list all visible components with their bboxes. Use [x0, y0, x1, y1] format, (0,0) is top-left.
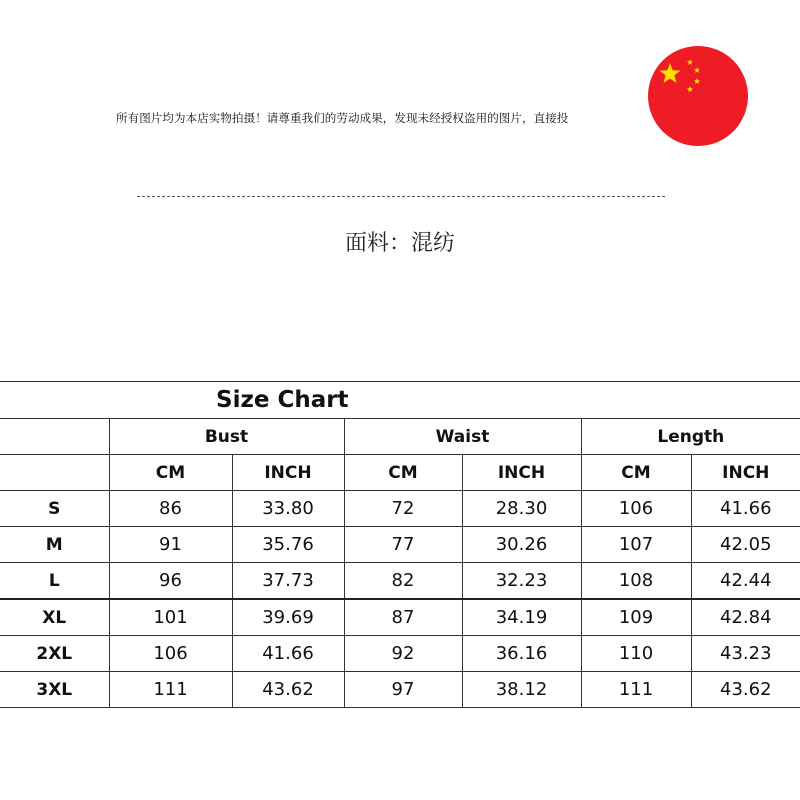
table-cell: 106 [109, 636, 232, 672]
table-cell: 109 [581, 599, 691, 636]
corner-cell [0, 455, 109, 491]
group-header-bust: Bust [109, 419, 344, 455]
table-row [0, 563, 800, 600]
group-header-length: Length [581, 419, 800, 455]
table-row [0, 527, 800, 563]
unit-header: INCH [462, 455, 581, 491]
table-row [0, 491, 800, 527]
table-cell: 43.62 [691, 672, 800, 708]
table-cell: 111 [581, 672, 691, 708]
table-cell: 108 [581, 563, 691, 600]
table-cell: 41.66 [232, 636, 344, 672]
size-chart-title: Size Chart [0, 382, 800, 419]
unit-header: CM [581, 455, 691, 491]
table-cell: 77 [344, 527, 462, 563]
unit-header: CM [344, 455, 462, 491]
unit-header: INCH [691, 455, 800, 491]
table-cell: 72 [344, 491, 462, 527]
table-row [0, 599, 800, 636]
size-label: L [0, 563, 109, 600]
copyright-notice: 所有图片均为本店实物拍摄！请尊重我们的劳动成果，发现未经授权盗用的图片，直接投 [116, 111, 569, 125]
table-cell: 38.12 [462, 672, 581, 708]
table-cell: 39.69 [232, 599, 344, 636]
table-cell: 111 [109, 672, 232, 708]
table-cell: 30.26 [462, 527, 581, 563]
dashed-divider [137, 196, 665, 197]
corner-cell [0, 419, 109, 455]
table-cell: 37.73 [232, 563, 344, 600]
table-cell: 106 [581, 491, 691, 527]
size-label: M [0, 527, 109, 563]
table-cell: 87 [344, 599, 462, 636]
size-label: 3XL [0, 672, 109, 708]
size-chart-table [0, 381, 800, 708]
unit-header: INCH [232, 455, 344, 491]
table-cell: 33.80 [232, 491, 344, 527]
table-cell: 43.23 [691, 636, 800, 672]
group-header-waist: Waist [344, 419, 581, 455]
china-flag-icon [648, 46, 748, 146]
table-cell: 43.62 [232, 672, 344, 708]
size-label: S [0, 491, 109, 527]
table-cell: 110 [581, 636, 691, 672]
table-cell: 96 [109, 563, 232, 600]
table-cell: 82 [344, 563, 462, 600]
table-cell: 42.05 [691, 527, 800, 563]
table-cell: 92 [344, 636, 462, 672]
table-cell: 34.19 [462, 599, 581, 636]
table-row [0, 672, 800, 708]
table-cell: 107 [581, 527, 691, 563]
table-cell: 35.76 [232, 527, 344, 563]
fabric-label: 面料：混纺 [344, 231, 455, 256]
table-cell: 32.23 [462, 563, 581, 600]
table-cell: 41.66 [691, 491, 800, 527]
table-cell: 86 [109, 491, 232, 527]
table-cell: 28.30 [462, 491, 581, 527]
size-label: 2XL [0, 636, 109, 672]
table-row [0, 636, 800, 672]
table-cell: 91 [109, 527, 232, 563]
size-label: XL [0, 599, 109, 636]
table-cell: 97 [344, 672, 462, 708]
unit-header: CM [109, 455, 232, 491]
table-cell: 101 [109, 599, 232, 636]
table-cell: 36.16 [462, 636, 581, 672]
table-cell: 42.84 [691, 599, 800, 636]
table-cell: 42.44 [691, 563, 800, 600]
